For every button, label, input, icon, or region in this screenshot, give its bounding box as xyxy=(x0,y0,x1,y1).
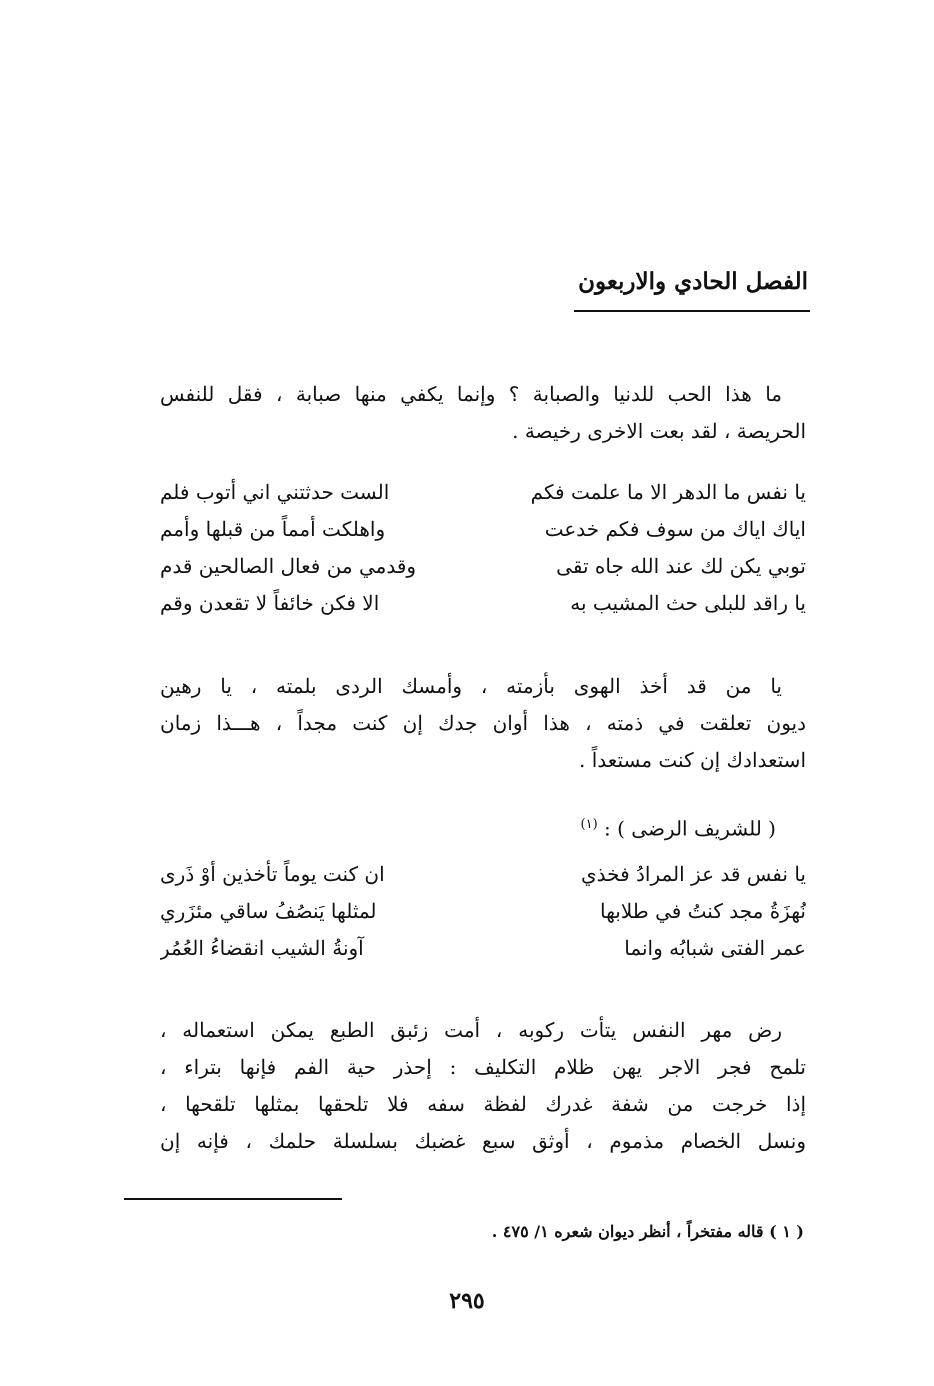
verse-second-hemistich: آونةُ الشيب انقضاءُ العُمُر xyxy=(160,936,364,960)
paragraph-line: ديون تعلقت في ذمته ، هذا أوان جدك إن كنت مجداً ، هـــذا زمان xyxy=(160,711,806,735)
paragraph-2 xyxy=(160,668,806,779)
paragraph-3 xyxy=(160,1012,806,1160)
verse-first-hemistich: يا نفس قد عز المرادُ فخذي xyxy=(581,862,806,886)
verse-row xyxy=(160,511,806,548)
poem-1 xyxy=(160,474,806,622)
verse-row xyxy=(160,856,806,893)
verse-row xyxy=(160,930,806,967)
verse-row xyxy=(160,474,806,511)
verse-first-hemistich: يا راقد للبلى حث المشيب به xyxy=(570,591,806,615)
verse-first-hemistich: عمر الفتى شبابُه وانما xyxy=(624,936,806,960)
title-underline xyxy=(574,310,810,312)
paragraph-line: تلمح فجر الاجر يهن ظلام التكليف : إحذر حية الفم فإنها بتراء ، xyxy=(160,1055,806,1079)
verse-row xyxy=(160,585,806,622)
paragraph-line: إذا خرجت من شفة غدرك لفظة سفه فلا تلحقها بمثلها تلقحها ، xyxy=(160,1092,806,1116)
poem-attribution xyxy=(581,806,776,848)
verse-first-hemistich: توبي يكن لك عند الله جاه تقى xyxy=(556,554,806,578)
verse-second-hemistich: ان كنت يوماً تأخذين أوْ ذَرى xyxy=(160,862,385,886)
paragraph-line: ما هذا الحب للدنيا والصبابة ؟ وإنما يكفي منها صبابة ، فقل للنفس xyxy=(160,382,782,406)
verse-first-hemistich: اياك اياك من سوف فكم خدعت xyxy=(544,517,806,541)
verse-second-hemistich: وقدمي من فعال الصالحين قدم xyxy=(160,554,417,578)
poem-2 xyxy=(160,856,806,967)
verse-row xyxy=(160,893,806,930)
footnote-separator xyxy=(124,1198,342,1200)
verse-first-hemistich: نُهزَةُ مجد كنتُ في طلابها xyxy=(599,899,806,923)
paragraph-line: رض مهر النفس يتأت ركوبه ، أمت زئبق الطبع يمكن استعماله ، xyxy=(160,1018,782,1042)
paragraph-line: استعدادك إن كنت مستعداً . xyxy=(579,748,806,772)
paragraph-line: ونسل الخصام مذموم ، أوثق سبع غضبك بسلسلة حلمك ، فإنه إن xyxy=(160,1129,806,1153)
verse-second-hemistich: الا فكن خائفاً لا تقعدن وقم xyxy=(160,591,380,615)
paragraph-line: الحريصة ، لقد بعت الاخرى رخيصة . xyxy=(512,419,806,443)
attribution-text: ( للشريف الرضى ) : xyxy=(604,816,776,841)
verse-row xyxy=(160,548,806,585)
footnote: ( ١ ) قاله مفتخراً ، أنظر ديوان شعره ١/ ٤٧٥ . xyxy=(491,1222,804,1241)
verse-second-hemistich: لمثلها يَنصُفُ ساقي مئزَري xyxy=(160,899,377,923)
verse-second-hemistich: واهلكت أمماً من قبلها وأمم xyxy=(160,517,386,541)
verse-second-hemistich: الست حدثتني اني أتوب فلم xyxy=(160,480,390,504)
paragraph-line: يا من قد أخذ الهوى بأزمته ، وأمسك الردى بلمته ، يا رهين xyxy=(160,674,782,698)
chapter-title: الفصل الحادي والاربعون xyxy=(578,268,808,295)
verse-first-hemistich: يا نفس ما الدهر الا ما علمت فكم xyxy=(530,480,806,504)
paragraph-1 xyxy=(160,376,806,450)
page-number: ٢٩٥ xyxy=(449,1288,485,1314)
footnote-reference: (١) xyxy=(580,817,598,832)
